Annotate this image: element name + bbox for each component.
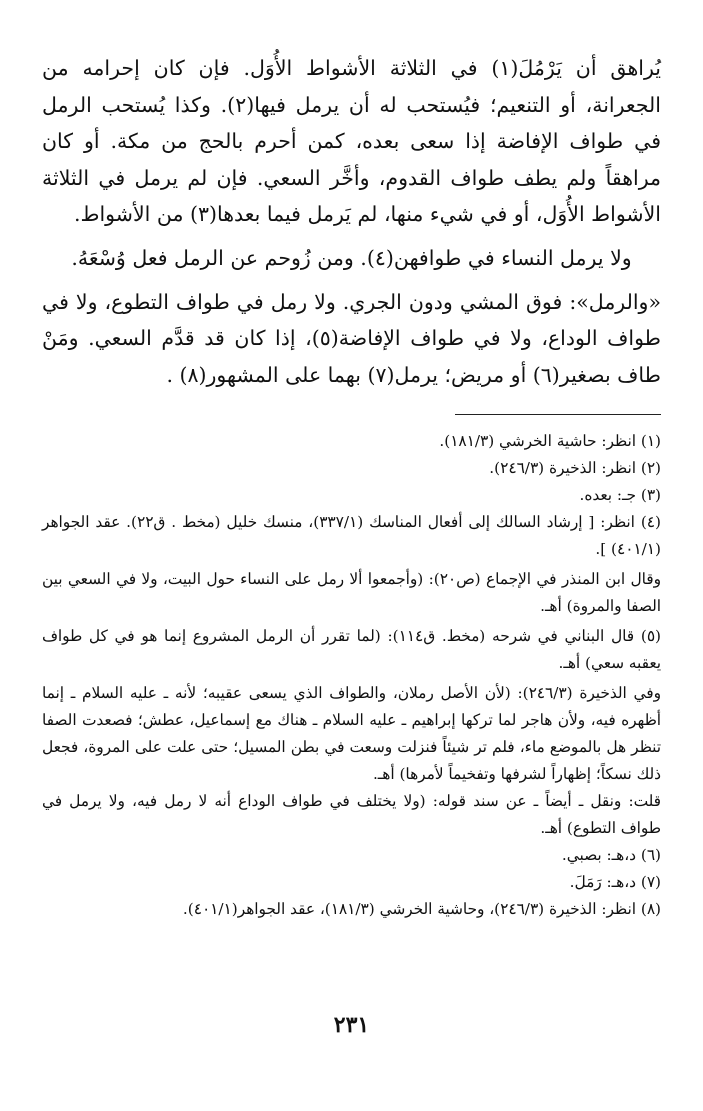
footnote: (٧) د،هـ: رَمَلَ. [569, 873, 661, 892]
footnote: (٤) انظر: [ إرشاد السالك إلى أفعال المناسك (٣٣٧/١)، منسك خليل (مخط . ق٢٢). عقد الجواهر (٤٠١/١) ]. [42, 513, 661, 559]
footnote: (٢) انظر: الذخيرة (٢٤٦/٣). [489, 459, 661, 478]
footnote-continuation: قلت: ونقل ـ أيضاً ـ عن سند قوله: (ولا يختلف في طواف الوداع أنه لا رمل فيه، ولا يرمل في طواف التطوع) أهـ. [42, 792, 661, 838]
paragraph: يُراهق أن يَرْمُلَ(١) في الثلاثة الأشواط الأُوَل. فإن كان إحرامه من الجعرانة، أو التنعيم؛ فيُستحب له أن يرمل فيها(٢). وكذا يُستحب الرمل في طواف الإفاضة إذا سعى بعده، كمن أحرم بالحج من مكة. أو كان مراهقاً ولم يطف طواف القدوم، وأخَّر السعي. فإن لم يرمل في الثلاثة الأشواط الأُوَل، أو في شيء منها، لم يَرمل فيما بعدها(٣) من الأشواط. [42, 56, 661, 227]
footnote: (٥) قال البناني في شرحه (مخط. ق١١٤): (لما تقرر أن الرمل المشروع إنما هو في كل طواف يعقبه سعي) أهـ. [42, 627, 662, 673]
page-number: ٢٣١ [333, 1012, 370, 1038]
footnote-continuation: وفي الذخيرة (٢٤٦/٣): (لأن الأصل رملان، والطواف الذي يسعى عقيبه؛ لأنه ـ عليه السلام ـ إنما أظهره فيه، ولأن هاجر لما تركها إبراهيم ـ عليه السلام ـ هناك مع إسماعيل، عطش؛ فصعدت الصفا تنظر هل بالموضع ماء، فلم تر شيئاً فنزلت وسعت في بطن المسيل؛ حتى علت على المروة، فجعل ذلك نسكاً؛ إظهاراً لشرفها وتفخيماً لأمرها) أهـ. [42, 684, 661, 784]
main-text [42, 50, 661, 393]
paragraph: ولا يرمل النساء في طوافهن(٤). ومن زُوحم عن الرمل فعل وُسْعَهُ. [71, 245, 632, 270]
paragraph: «والرمل»: فوق المشي ودون الجري. ولا رمل في طواف التطوع، ولا في طواف الوداع، ولا في طواف الإفاضة(٥)، إذا كان قد قدَّم السعي. ومَنْ طاف بصغير(٦) أو مريض؛ يرمل(٧) بهما على المشهور(٨) . [42, 289, 661, 387]
footnotes [42, 428, 661, 923]
footnote-continuation: وقال ابن المنذر في الإجماع (ص٢٠): (وأجمعوا ألا رمل على النساء حول البيت، ولا في السعي بين الصفا والمروة) أهـ. [42, 570, 661, 616]
footnote: (٣) جـ: بعده. [579, 486, 661, 505]
footnote: (٦) د،هـ: بصبي. [561, 846, 661, 865]
footnote: (٨) انظر: الذخيرة (٢٤٦/٣)، وحاشية الخرشي (١٨١/٣)، عقد الجواهر(٤٠١/١). [182, 900, 661, 919]
footnote-separator [455, 414, 661, 415]
footnote: (١) انظر: حاشية الخرشي (١٨١/٣). [439, 432, 661, 451]
